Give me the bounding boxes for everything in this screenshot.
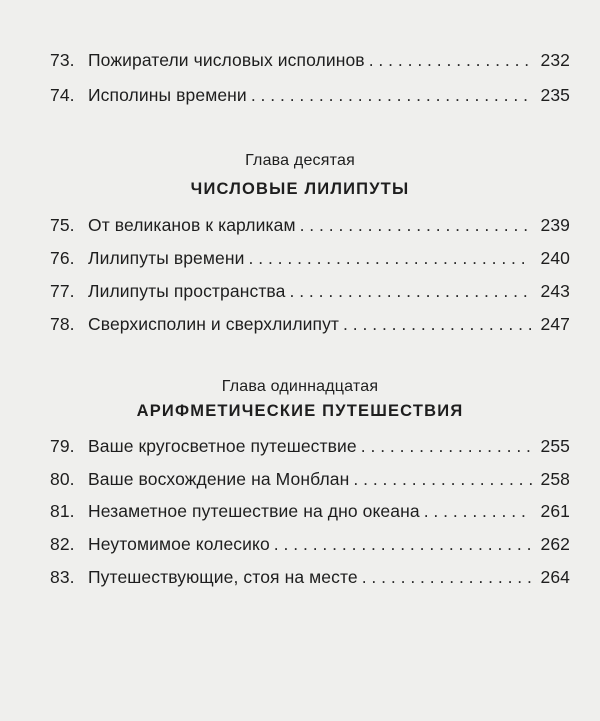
toc-entry <box>50 248 570 278</box>
entry-title: Сверхисполин и сверхлилипут <box>88 314 340 334</box>
chapter-title: ЧИСЛОВЫЕ ЛИЛИПУТЫ <box>190 180 410 198</box>
leader-dots <box>343 314 532 335</box>
entry-title: Лилипуты времени <box>88 248 245 268</box>
leader-dots <box>361 436 532 457</box>
entry-number: 74. <box>50 85 75 105</box>
entry-page: 258 <box>540 469 570 489</box>
entry-number: 75. <box>50 215 75 235</box>
toc-entry <box>50 567 570 597</box>
entry-title: Пожиратели числовых исполинов <box>88 50 365 70</box>
entry-title: Исполины времени <box>88 85 247 105</box>
leader-dots <box>424 501 532 522</box>
entry-title: Незаметное путешествие на дно океана <box>88 501 420 521</box>
entry-title: Ваше восхождение на Монблан <box>88 469 350 489</box>
toc-entry <box>50 85 570 115</box>
entry-page: 262 <box>540 534 570 554</box>
leader-dots <box>353 469 532 490</box>
entry-number: 76. <box>50 248 75 268</box>
entry-number: 83. <box>50 567 75 587</box>
leader-dots <box>362 567 532 588</box>
toc-entry <box>50 215 570 245</box>
leader-dots <box>300 215 532 236</box>
toc-entry <box>50 50 570 80</box>
toc-entry <box>50 501 570 531</box>
chapter-title: АРИФМЕТИЧЕСКИЕ ПУТЕШЕСТВИЯ <box>136 402 464 420</box>
chapter-label: Глава одиннадцатая <box>221 378 379 395</box>
entry-number: 77. <box>50 281 75 301</box>
entry-number: 80. <box>50 469 75 489</box>
entry-page: 243 <box>540 281 570 301</box>
entry-page: 264 <box>540 567 570 587</box>
entry-title: От великанов к карликам <box>88 215 296 235</box>
entry-title: Лилипуты пространства <box>88 281 286 301</box>
entry-page: 232 <box>540 50 570 70</box>
entry-page: 239 <box>540 215 570 235</box>
toc-entry <box>50 436 570 466</box>
entry-number: 81. <box>50 501 75 521</box>
entry-page: 235 <box>540 85 570 105</box>
toc-entry <box>50 314 570 344</box>
toc-entry <box>50 534 570 564</box>
entry-number: 78. <box>50 314 75 334</box>
entry-number: 79. <box>50 436 75 456</box>
entry-number: 82. <box>50 534 75 554</box>
entry-number: 73. <box>50 50 75 70</box>
leader-dots <box>251 85 532 106</box>
toc-entry <box>50 469 570 499</box>
entry-title: Путешествующие, стоя на месте <box>88 567 358 587</box>
leader-dots <box>289 281 532 302</box>
leader-dots <box>274 534 532 555</box>
entry-page: 255 <box>540 436 570 456</box>
entry-page: 240 <box>540 248 570 268</box>
leader-dots <box>249 248 533 269</box>
chapter-label: Глава десятая <box>245 152 355 169</box>
entry-title: Неутомимое колесико <box>88 534 270 554</box>
entry-title: Ваше кругосветное путешествие <box>88 436 357 456</box>
entry-page: 247 <box>540 314 570 334</box>
leader-dots <box>369 50 532 71</box>
toc-entry <box>50 281 570 311</box>
entry-page: 261 <box>540 501 570 521</box>
